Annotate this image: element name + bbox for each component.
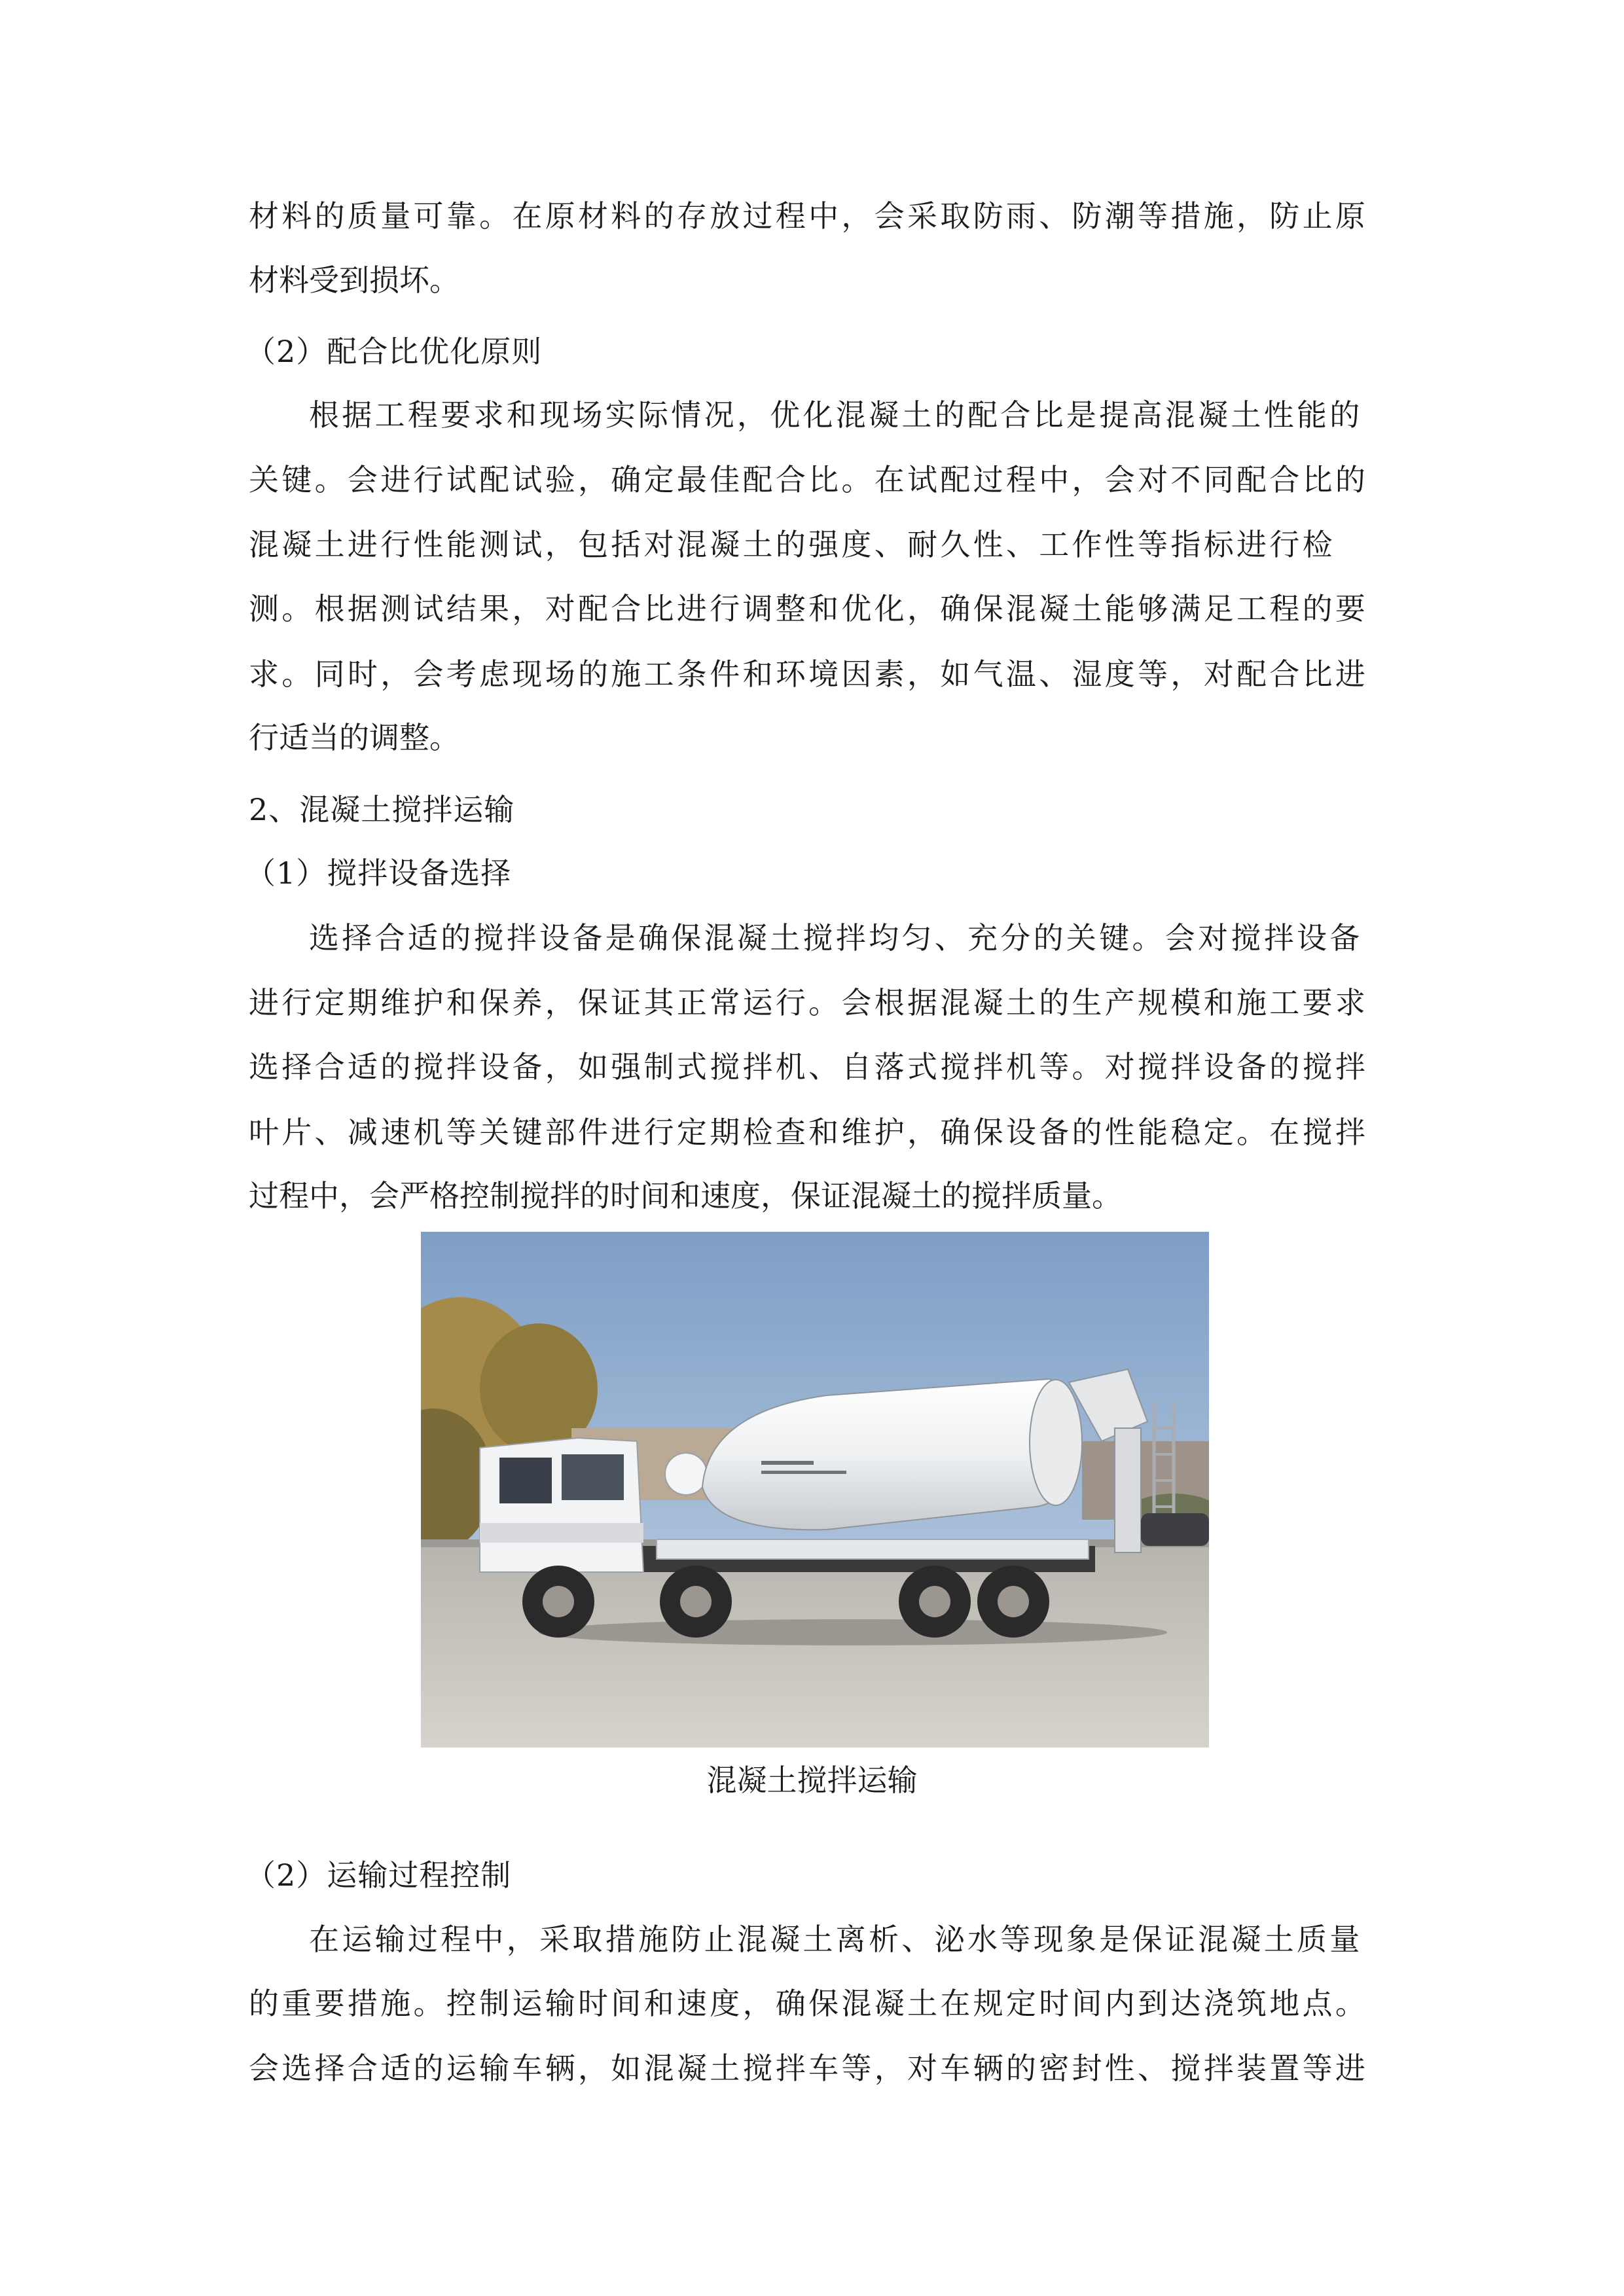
- paragraph-line: 根据工程要求和现场实际情况，优化混凝土的配合比是提高混凝土性能的: [309, 397, 1363, 433]
- subsection-heading: （2）运输过程控制: [245, 1857, 512, 1893]
- paragraph-line: 会选择合适的运输车辆，如混凝土搅拌车等，对车辆的密封性、搅拌装置等进: [249, 2051, 1369, 2086]
- paragraph-line: 行适当的调整。: [249, 720, 460, 755]
- mixer-truck-photo: [421, 1232, 1209, 1748]
- paragraph-line: 混凝土进行性能测试，包括对混凝土的强度、耐久性、工作性等指标进行检: [249, 527, 1335, 562]
- paragraph-line: 选择合适的搅拌设备，如强制式搅拌机、自落式搅拌机等。对搅拌设备的搅拌: [249, 1049, 1369, 1085]
- subsection-heading: （2）配合比优化原则: [245, 334, 543, 369]
- figure-caption: 混凝土搅拌运输: [706, 1763, 918, 1798]
- paragraph-line: 求。同时，会考虑现场的施工条件和环境因素，如气温、湿度等，对配合比进: [249, 656, 1369, 692]
- subsection-heading: （1）搅拌设备选择: [245, 855, 512, 891]
- paragraph-line: 材料的质量可靠。在原材料的存放过程中，会采取防雨、防潮等措施，防止原: [249, 198, 1369, 234]
- paragraph-line: 关键。会进行试配试验，确定最佳配合比。在试配过程中，会对不同配合比的: [249, 462, 1369, 497]
- paragraph-line: 选择合适的搅拌设备是确保混凝土搅拌均匀、充分的关键。会对搅拌设备: [309, 920, 1363, 956]
- paragraph-line: 测。根据测试结果，对配合比进行调整和优化，确保混凝土能够满足工程的要: [249, 591, 1369, 626]
- paragraph-line: 在运输过程中，采取措施防止混凝土离析、泌水等现象是保证混凝土质量: [309, 1922, 1363, 1957]
- paragraph-line: 材料受到损坏。: [249, 262, 460, 298]
- paragraph-line: 的重要措施。控制运输时间和速度，确保混凝土在规定时间内到达浇筑地点。: [249, 1986, 1369, 2021]
- paragraph-line: 过程中，会严格控制搅拌的时间和速度，保证混凝土的搅拌质量。: [249, 1178, 1122, 1213]
- section-heading: 2、混凝土搅拌运输: [249, 792, 515, 827]
- paragraph-line: 进行定期维护和保养，保证其正常运行。会根据混凝土的生产规模和施工要求: [249, 985, 1369, 1020]
- paragraph-line: 叶片、减速机等关键部件进行定期检查和维护，确保设备的性能稳定。在搅拌: [249, 1115, 1369, 1150]
